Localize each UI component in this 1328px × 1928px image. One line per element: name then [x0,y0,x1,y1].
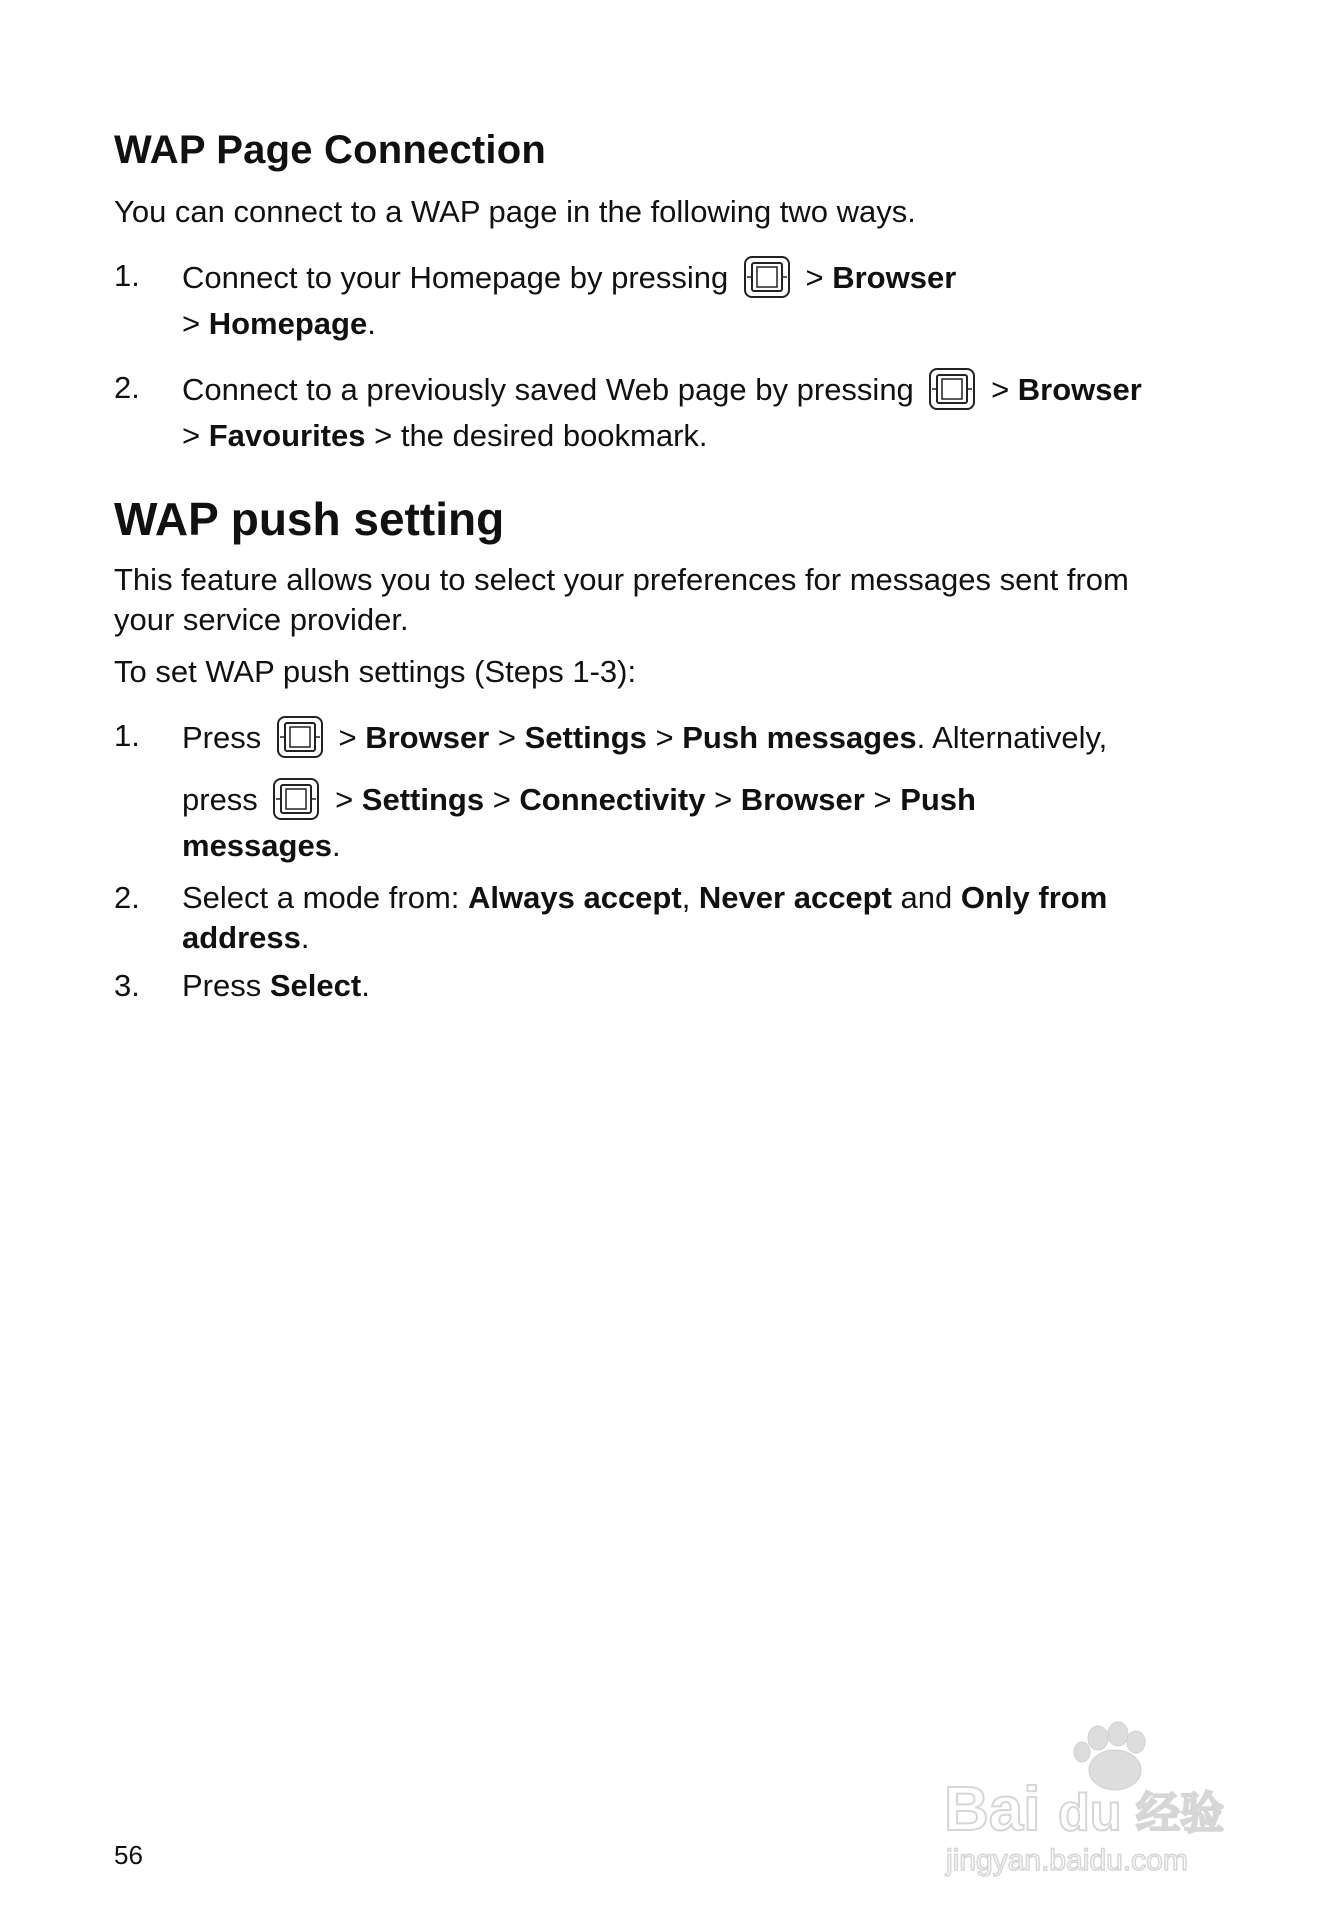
step-text: > the desired bookmark. [365,418,708,453]
section-title-wap-push-setting: WAP push setting [114,493,505,545]
step-text: Press [182,968,270,1003]
punctuation: . [331,828,341,863]
paw-icon [1074,1722,1145,1790]
softkey-select: Select [269,968,362,1003]
step-text: Connect to your Homepage by pressing [182,260,729,296]
step-line [182,306,376,342]
menu-path-messages: messages [182,828,332,863]
baidu-jingyan-watermark [940,1720,1270,1880]
step-line [182,780,976,824]
step-text: Connect to a previously saved Web page by pressing [182,372,914,408]
menu-path-homepage: Homepage [208,306,368,341]
section2-intro-line2: your service provider. [114,602,409,637]
menu-path-browser: Browser [365,720,490,756]
menu-path-favourites: Favourites [208,418,366,453]
step-line [182,370,1142,414]
step-line [182,880,1107,916]
page-number: 56 [114,1840,143,1870]
watermark-cn: 经验 [1136,1788,1224,1839]
step-number: 1. [114,258,140,293]
separator: > [705,782,741,818]
separator: > [646,720,683,756]
step-number: 2. [114,880,140,915]
menu-path-push-messages: Push messages [682,720,917,756]
menu-path-browser: Browser [1017,372,1142,408]
watermark-brand2: du [1058,1784,1122,1842]
mode-never-accept: Never accept [698,880,892,915]
section2-intro-line1: This feature allows you to select your preferences for messages sent from [114,562,1129,597]
menu-key-icon [743,255,791,299]
menu-path-browser: Browser [740,782,865,818]
step-line [182,258,956,302]
separator: > [335,782,362,818]
separator: > [182,418,209,453]
mode-only-from-address-cont: address [182,920,301,955]
step-text: press [182,782,258,818]
mode-only-from-address: Only from [960,880,1108,915]
section2-steps-intro: To set WAP push settings (Steps 1-3): [114,654,637,689]
menu-path-browser: Browser [832,260,957,296]
menu-key-icon [272,777,320,821]
step-number: 2. [114,370,140,405]
separator: > [338,720,366,756]
menu-path-settings: Settings [524,720,647,756]
menu-path-connectivity: Connectivity [519,782,706,818]
menu-key-icon [276,715,324,759]
separator: > [489,720,525,756]
separator: , [681,880,699,915]
punctuation: . [367,306,376,341]
section1-intro: You can connect to a WAP page in the following two ways. [114,194,916,229]
step-number: 3. [114,968,140,1003]
step-text: Select a mode from: [182,880,469,915]
separator: and [891,880,961,915]
punctuation: . [361,968,370,1003]
watermark-url: jingyan.baidu.com [946,1844,1188,1877]
menu-path-settings: Settings [361,782,485,818]
mode-always-accept: Always accept [468,880,682,915]
separator: > [864,782,901,818]
separator: > [484,782,520,818]
section-title-wap-page-connection: WAP Page Connection [114,128,547,172]
menu-path-push: Push [900,782,976,818]
separator: > [805,260,833,296]
step-text: . Alternatively, [916,720,1108,756]
step-line [182,418,708,454]
step-line [182,968,370,1004]
separator: > [182,306,209,341]
menu-key-icon [928,367,976,411]
step-number: 1. [114,718,140,753]
step-text: Press [182,720,262,756]
separator: > [991,372,1018,408]
step-line [182,920,310,956]
punctuation: . [300,920,310,955]
watermark-brand: Bai [944,1775,1041,1844]
step-line [182,828,341,864]
step-line [182,718,1107,762]
